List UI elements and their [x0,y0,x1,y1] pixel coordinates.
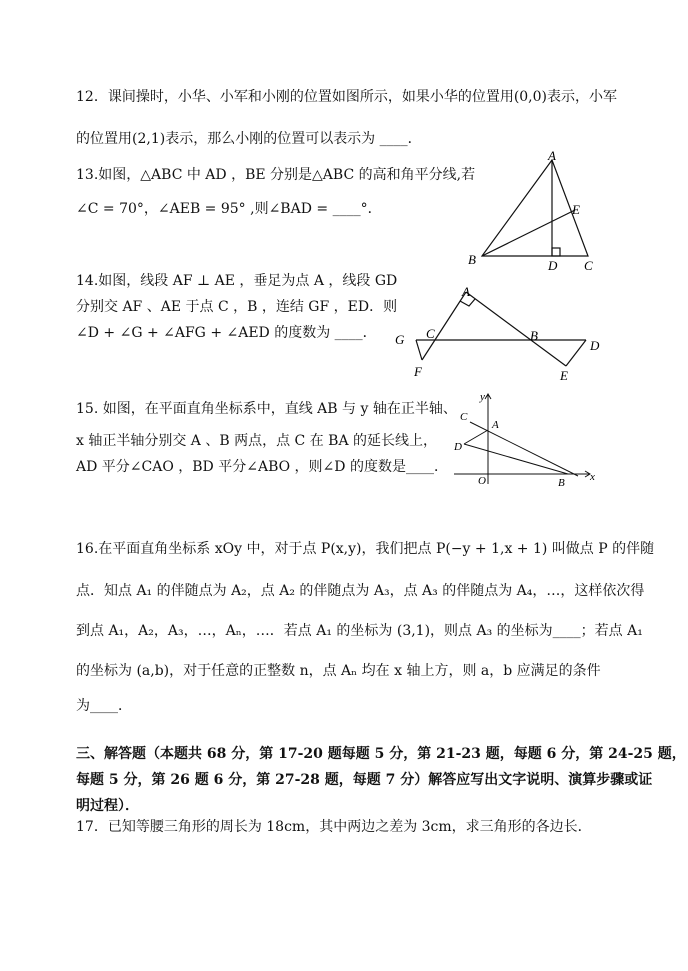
section3-heading-line1: 三、解答题（本题共 68 分，第 17-20 题每题 5 分，第 21-23 题，每题 6 分，第 24-25 题， [76,746,686,762]
q13-label-d: D [548,258,558,273]
q15-line1: 15. 如图，在平面直角坐标系中，直线 AB 与 y 轴在正半轴、 [76,401,457,417]
q14-line2: 分别交 AF 、AE 于点 C ，B ，连结 GF ，ED．则 [76,299,398,315]
q13-label-b: B [468,252,476,267]
q15-label-a: A [492,419,499,431]
q13-label-e: E [572,202,580,217]
q14-label-a: A [462,284,470,299]
q14-label-f: F [414,364,422,379]
q15-label-b: B [558,477,565,488]
q13-label-a: A [548,148,556,163]
q14-label-c: C [426,326,435,341]
q16-line4: 的坐标为 (a,b)，对于任意的正整数 n，点 Aₙ 均在 x 轴上方，则 a，b 应满足的条件 [76,663,601,679]
q12-line1: 12．课间操时，小华、小军和小刚的位置如图所示，如果小华的位置用(0,0)表示，小军 [76,89,618,105]
q17-line1: 17．已知等腰三角形的周长为 18cm，其中两边之差为 3cm，求三角形的各边长． [76,819,592,835]
q16-line5: 为____． [76,698,132,714]
section3-heading-line3: 明过程）． [76,798,139,814]
q15-label-o: O [478,475,486,487]
q16-line1: 16.在平面直角坐标系 xOy 中，对于点 P(x,y)，我们把点 P(−y + 1,x + 1) 叫做点 P 的伴随 [76,541,655,557]
q16-line2: 点．知点 A₁ 的伴随点为 A₂，点 A₂ 的伴随点为 A₃，点 A₃ 的伴随点为 A₄，…，这样依次得 [76,583,645,599]
section3-heading-line2: 每题 5 分，第 26 题 6 分，第 27-28 题，每题 7 分）解答应写出文字说明、演算步骤或证 [76,772,653,788]
q13-triangle-figure [462,148,602,273]
q13-label-c: C [584,258,593,273]
q13-line1: 13.如图，△ABC 中 AD ，BE 分别是△ABC 的高和角平分线,若 [76,167,476,183]
q13-line2: ∠C = 70°，∠AEB = 95° ,则∠BAD = ____°． [76,201,382,217]
q16-line3: 到点 A₁，A₂，A₃，…，Aₙ，…．若点 A₁ 的坐标为 (3,1)，则点 A₃ 的坐标为____；若点 A₁ [76,623,643,639]
q14-line3: ∠D + ∠G + ∠AFG + ∠AED 的度数为 ____． [76,325,377,341]
q14-label-d: D [590,338,600,353]
q15-line3: AD 平分∠CAO ，BD 平分∠ABO ，则∠D 的度数是____． [76,459,448,475]
q15-label-c: C [460,411,468,423]
q14-label-e: E [560,368,568,383]
q14-label-b: B [530,328,538,343]
q12-line2: 的位置用(2,1)表示，那么小刚的位置可以表示为 ____． [76,131,422,147]
q14-figure [390,282,608,384]
q15-coordinate-figure [448,388,600,488]
q15-line2: x 轴正半轴分别交 A 、B 两点，点 C 在 BA 的延长线上， [76,433,438,449]
q15-label-y: y [480,391,485,403]
q15-label-d: D [454,441,462,453]
q15-label-x: x [590,471,595,483]
q14-label-g: G [395,332,405,347]
q14-line1: 14.如图，线段 AF ⊥ AE ，垂足为点 A ，线段 GD [76,273,398,289]
